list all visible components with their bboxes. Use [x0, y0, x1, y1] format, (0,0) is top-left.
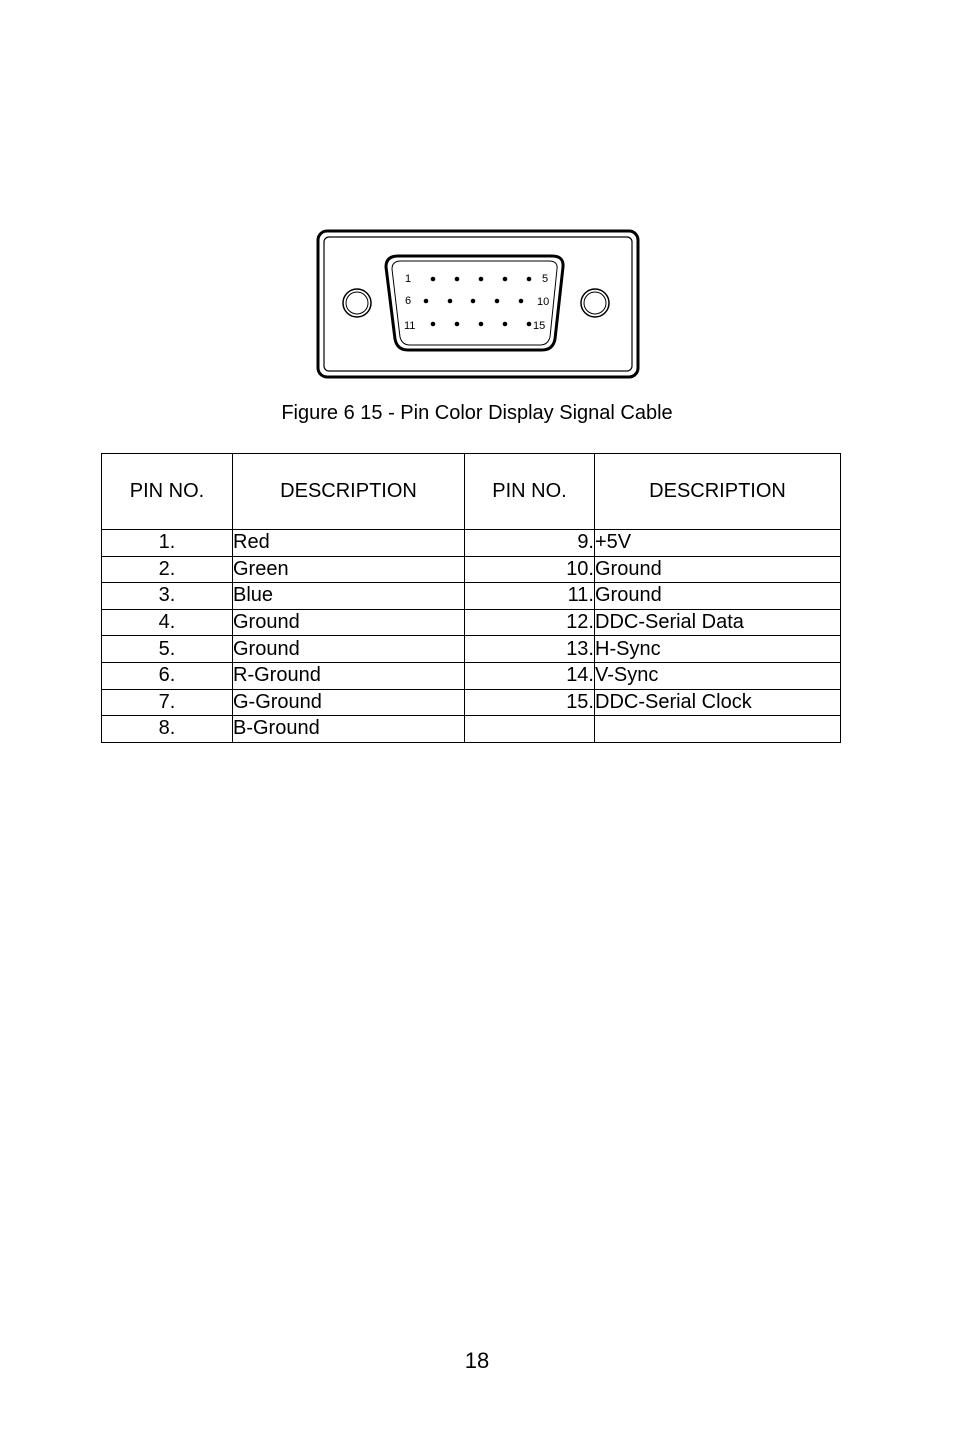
- pin-number: 15.: [465, 689, 595, 716]
- pin-label-1: 1: [405, 273, 412, 285]
- pin-description: Blue: [233, 583, 465, 610]
- pin-description: H-Sync: [595, 636, 841, 663]
- pin-number: 7.: [102, 689, 233, 716]
- pin: [455, 322, 460, 327]
- pin: [431, 322, 436, 327]
- header-description-left: DESCRIPTION: [233, 454, 465, 530]
- pin-row-3: [431, 322, 532, 327]
- pin-description: V-Sync: [595, 662, 841, 689]
- pin-label-6: 6: [405, 295, 412, 307]
- pin-number: 3.: [102, 583, 233, 610]
- pin: [495, 299, 500, 304]
- pin-label-5: 5: [542, 273, 549, 285]
- pin: [503, 322, 508, 327]
- header-description-right: DESCRIPTION: [595, 454, 841, 530]
- pin-description: DDC-Serial Clock: [595, 689, 841, 716]
- table-row: [102, 636, 841, 663]
- pin-number: 14.: [465, 662, 595, 689]
- pin: [455, 277, 460, 282]
- pin: [471, 299, 476, 304]
- vga-connector-diagram: [316, 229, 640, 379]
- right-screw-hole: [581, 289, 609, 317]
- header-pin-no-left: PIN NO.: [102, 454, 233, 530]
- pin-number: 12.: [465, 609, 595, 636]
- pin-number: 9.: [465, 530, 595, 557]
- pin-description: R-Ground: [233, 662, 465, 689]
- pin-number: 2.: [102, 556, 233, 583]
- pin-number: 8.: [102, 716, 233, 743]
- pin-number: [465, 716, 595, 743]
- pin-number: 13.: [465, 636, 595, 663]
- pin-label-10: 10: [537, 296, 550, 308]
- pin-number: 4.: [102, 609, 233, 636]
- pin-label-15: 15: [533, 320, 546, 332]
- pin: [448, 299, 453, 304]
- pin-number: 6.: [102, 662, 233, 689]
- pin-description: Ground: [595, 583, 841, 610]
- table-row: [102, 583, 841, 610]
- header-pin-no-right: PIN NO.: [465, 454, 595, 530]
- pin-description: Red: [233, 530, 465, 557]
- pin-description: Ground: [233, 609, 465, 636]
- page-number: 18: [464, 1348, 490, 1373]
- pin-label-11: 11: [404, 320, 416, 332]
- table-row: [102, 716, 841, 743]
- pin: [519, 299, 524, 304]
- pin-description: B-Ground: [233, 716, 465, 743]
- pin: [424, 299, 429, 304]
- left-screw-hole: [343, 289, 371, 317]
- pin-number: 5.: [102, 636, 233, 663]
- table-row: [102, 530, 841, 557]
- pin-description: +5V: [595, 530, 841, 557]
- pin-description: Green: [233, 556, 465, 583]
- pin-number: 10.: [465, 556, 595, 583]
- figure-caption: Figure 6 15 - Pin Color Display Signal Cable: [281, 402, 673, 424]
- pin-description: Ground: [595, 556, 841, 583]
- pin: [479, 322, 484, 327]
- pin-assignment-table: [101, 453, 841, 743]
- connector-outer-frame: [318, 231, 638, 377]
- pin-number: 1.: [102, 530, 233, 557]
- table-row: [102, 609, 841, 636]
- table-row: [102, 689, 841, 716]
- table-row: [102, 556, 841, 583]
- pin: [527, 322, 532, 327]
- pin: [527, 277, 532, 282]
- pin-row-2: [424, 299, 524, 304]
- pin-row-1: [431, 277, 532, 282]
- table-header-row: [102, 454, 841, 530]
- pin-description: DDC-Serial Data: [595, 609, 841, 636]
- pin-description: Ground: [233, 636, 465, 663]
- pin: [431, 277, 436, 282]
- pin-description: [595, 716, 841, 743]
- d-sub-shell-inner: [392, 261, 557, 345]
- table-row: [102, 662, 841, 689]
- pin-description: G-Ground: [233, 689, 465, 716]
- pin: [479, 277, 484, 282]
- pin: [503, 277, 508, 282]
- pin-number: 11.: [465, 583, 595, 610]
